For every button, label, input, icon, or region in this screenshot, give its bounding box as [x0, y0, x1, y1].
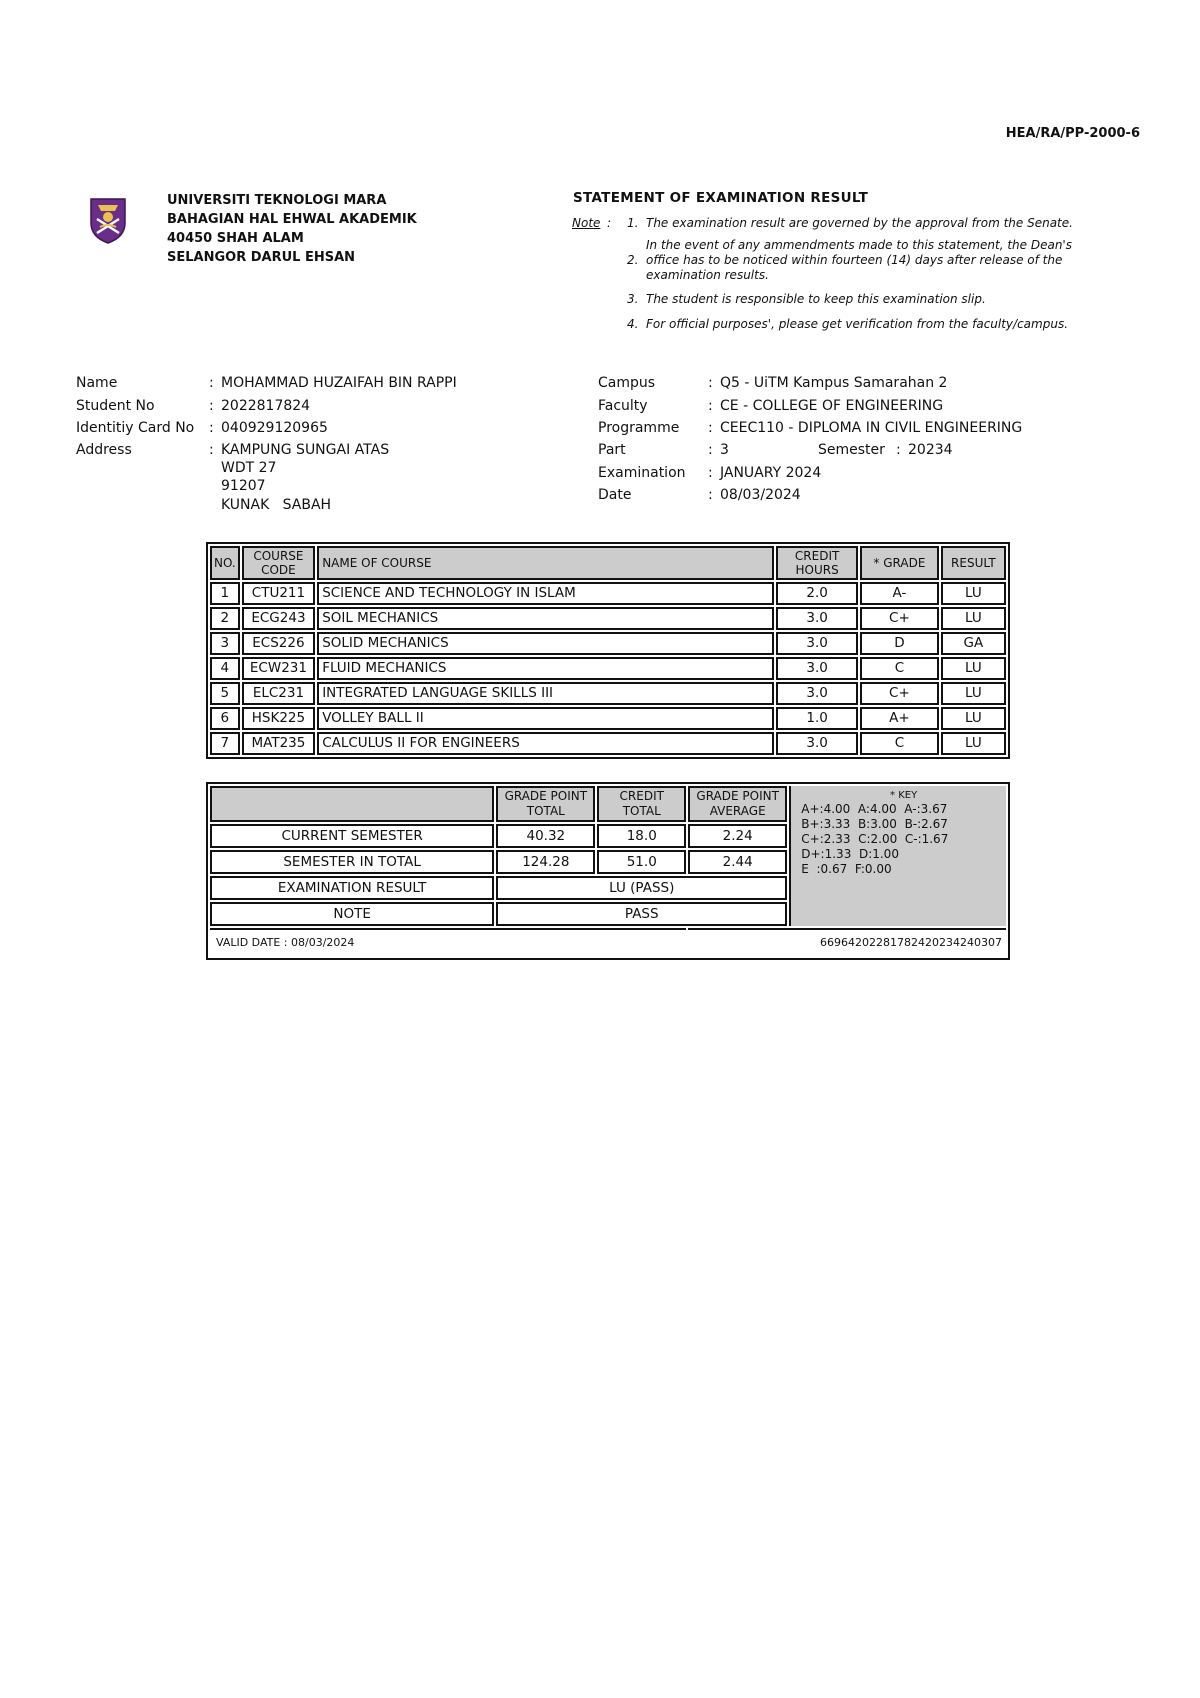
course-result: LU: [941, 607, 1006, 630]
course-no: 7: [210, 732, 240, 755]
current-gpa: 2.24: [688, 824, 787, 848]
table-row: [210, 682, 1006, 705]
total-gpt: 124.28: [496, 850, 595, 874]
course-code: ECG243: [242, 607, 316, 630]
table-row: [210, 707, 1006, 730]
header-credit-line2: HOURS: [795, 563, 839, 577]
key-line: E :0.67 F:0.00: [801, 862, 892, 876]
header-gpt-line2: TOTAL: [526, 804, 565, 818]
colon: :: [708, 442, 713, 458]
course-name: INTEGRATED LANGUAGE SKILLS III: [317, 682, 774, 705]
colon: :: [209, 420, 214, 436]
header-course-code-line1: COURSE: [253, 549, 304, 563]
course-name: FLUID MECHANICS: [317, 657, 774, 680]
faculty-value: CE - COLLEGE OF ENGINEERING: [720, 398, 944, 414]
header-credit-total: [597, 786, 686, 822]
header-grade-point-average: [688, 786, 787, 822]
header-grade: [860, 546, 939, 580]
colon: :: [209, 398, 214, 414]
course-grade: C: [860, 732, 939, 755]
campus-label: Campus: [598, 375, 656, 391]
header-course-code: [242, 546, 316, 580]
footer-row: [210, 928, 1006, 956]
note-row-value: PASS: [496, 902, 787, 926]
header-ct-line2: TOTAL: [622, 804, 661, 818]
course-no: 4: [210, 657, 240, 680]
address-line-4: KUNAK SABAH: [221, 497, 332, 513]
key-line: D+:1.33 D:1.00: [801, 847, 899, 861]
part-label: Part: [598, 442, 626, 458]
colon: :: [708, 398, 713, 414]
total-cgpa: 2.44: [688, 850, 787, 874]
colon: :: [708, 465, 713, 481]
course-name: VOLLEY BALL II: [317, 707, 774, 730]
university-header: [167, 191, 417, 267]
course-code: HSK225: [242, 707, 316, 730]
current-gpt: 40.32: [496, 824, 595, 848]
programme-label: Programme: [598, 420, 680, 436]
course-result: LU: [941, 707, 1006, 730]
header-gpa-line2: AVERAGE: [709, 804, 766, 818]
course-credit: 3.0: [776, 607, 858, 630]
course-code: CTU211: [242, 582, 316, 605]
header-grade-point-total: [496, 786, 595, 822]
course-name: SOLID MECHANICS: [317, 632, 774, 655]
course-grade: D: [860, 632, 939, 655]
course-no: 3: [210, 632, 240, 655]
course-grade: C+: [860, 607, 939, 630]
state-name: SELANGOR DARUL EHSAN: [167, 250, 356, 265]
colon: :: [708, 487, 713, 503]
colon: :: [209, 442, 214, 458]
course-code: MAT235: [242, 732, 316, 755]
key-line: C+:2.33 C:2.00 C-:1.67: [801, 832, 949, 846]
colon: :: [708, 375, 713, 391]
header-grade-label: GRADE: [883, 556, 926, 570]
exam-result-value: LU (PASS): [496, 876, 787, 900]
course-no: 1: [210, 582, 240, 605]
header-result: RESULT: [941, 546, 1006, 580]
course-credit: 3.0: [776, 632, 858, 655]
grade-key: [789, 786, 1006, 926]
semester-value: 20234: [908, 442, 953, 458]
university-name: UNIVERSITI TEKNOLOGI MARA: [167, 193, 387, 208]
key-line: B+:3.33 B:3.00 B-:2.67: [801, 817, 948, 831]
course-no: 5: [210, 682, 240, 705]
table-row: [210, 732, 1006, 755]
note-label: Note: [572, 216, 601, 230]
postcode-city: 40450 SHAH ALAM: [167, 231, 304, 246]
exam-value: JANUARY 2024: [720, 465, 822, 481]
note-colon: :: [607, 216, 612, 230]
course-result: LU: [941, 657, 1006, 680]
uitm-crest-icon: [88, 197, 128, 245]
course-no: 6: [210, 707, 240, 730]
student-no: 2022817824: [221, 398, 311, 414]
key-line: A+:4.00 A:4.00 A-:3.67: [801, 802, 948, 816]
course-code: ELC231: [242, 682, 316, 705]
course-table-header: [210, 546, 1006, 580]
part-value: 3: [720, 442, 729, 458]
valid-date: VALID DATE : 08/03/2024: [210, 928, 686, 956]
statement-title: STATEMENT OF EXAMINATION RESULT: [573, 190, 869, 206]
faculty-label: Faculty: [598, 398, 648, 414]
address-label: Address: [76, 442, 132, 458]
course-grade: A-: [860, 582, 939, 605]
student-name: MOHAMMAD HUZAIFAH BIN RAPPI: [221, 375, 457, 391]
exam-label: Examination: [598, 465, 686, 481]
course-grade: C: [860, 657, 939, 680]
table-row: [210, 657, 1006, 680]
colon: :: [896, 442, 901, 458]
course-name: CALCULUS II FOR ENGINEERS: [317, 732, 774, 755]
table-row: [210, 582, 1006, 605]
grade-asterisk: *: [873, 556, 880, 570]
course-grade: C+: [860, 682, 939, 705]
date-label: Date: [598, 487, 632, 503]
course-name: SOIL MECHANICS: [317, 607, 774, 630]
table-row: [210, 607, 1006, 630]
header-gpt-line1: GRADE POINT: [504, 789, 588, 803]
key-title: * KEY: [890, 790, 918, 801]
address-line-1: KAMPUNG SUNGAI ATAS: [221, 442, 390, 458]
header-gpa-line1: GRADE POINT: [696, 789, 779, 803]
course-credit: 3.0: [776, 657, 858, 680]
total-credit: 51.0: [597, 850, 686, 874]
course-credit: 1.0: [776, 707, 858, 730]
header-credit-line1: CREDIT: [794, 549, 840, 563]
course-no: 2: [210, 607, 240, 630]
course-code: ECS226: [242, 632, 316, 655]
ic-number: 040929120965: [221, 420, 328, 436]
address-line-3: 91207: [221, 478, 266, 494]
summary-table: [206, 782, 1010, 960]
department-name: BAHAGIAN HAL EHWAL AKADEMIK: [167, 212, 417, 227]
course-result: GA: [941, 632, 1006, 655]
current-credit: 18.0: [597, 824, 686, 848]
header-credit-hours: [776, 546, 858, 580]
serial-number: 66964202281782420234240307: [688, 928, 1006, 956]
name-label: Name: [76, 375, 118, 391]
course-credit: 3.0: [776, 682, 858, 705]
student-info: [76, 374, 546, 514]
header-no: NO.: [210, 546, 240, 580]
current-semester-label: CURRENT SEMESTER: [210, 824, 494, 848]
student-no-label: Student No: [76, 398, 155, 414]
exam-result-label: EXAMINATION RESULT: [210, 876, 494, 900]
semester-total-label: SEMESTER IN TOTAL: [210, 850, 494, 874]
date-value: 08/03/2024: [720, 487, 801, 503]
course-result: LU: [941, 682, 1006, 705]
programme-value: CEEC110 - DIPLOMA IN CIVIL ENGINEERING: [720, 420, 1023, 436]
course-code: ECW231: [242, 657, 316, 680]
course-credit: 2.0: [776, 582, 858, 605]
ic-label: Identitiy Card No: [76, 420, 195, 436]
course-result: LU: [941, 582, 1006, 605]
academic-info: [598, 374, 1118, 504]
course-name: SCIENCE AND TECHNOLOGY IN ISLAM: [317, 582, 774, 605]
campus-value: Q5 - UiTM Kampus Samarahan 2: [720, 375, 948, 391]
course-credit: 3.0: [776, 732, 858, 755]
summary-header: [210, 786, 1006, 822]
table-row: [210, 632, 1006, 655]
course-table: [206, 542, 1010, 759]
document-reference: HEA/RA/PP-2000-6: [1005, 126, 1140, 141]
header-course-name: NAME OF COURSE: [317, 546, 774, 580]
course-grade: A+: [860, 707, 939, 730]
colon: :: [209, 375, 214, 391]
address-line-2: WDT 27: [221, 460, 277, 476]
note-row-label: NOTE: [210, 902, 494, 926]
course-result: LU: [941, 732, 1006, 755]
colon: :: [708, 420, 713, 436]
summary-header-blank: [210, 786, 494, 822]
semester-label: Semester: [818, 442, 885, 458]
header-ct-line1: CREDIT: [619, 789, 664, 803]
header-course-code-line2: CODE: [261, 563, 296, 577]
